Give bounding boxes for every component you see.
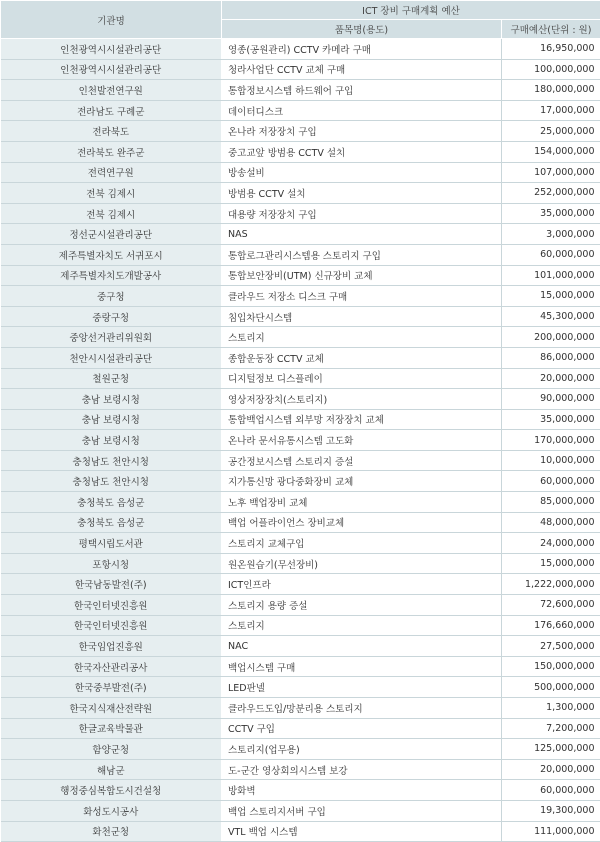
- amount-cell: 15,000,000: [502, 286, 600, 307]
- amount-cell: 72,600,000: [502, 595, 600, 616]
- header-agency: 기관명: [1, 1, 222, 39]
- agency-cell: 한글교육박물관: [1, 718, 222, 739]
- amount-cell: 25,000,000: [502, 121, 600, 142]
- item-cell: 방화벽: [222, 780, 502, 801]
- amount-cell: 111,000,000: [502, 821, 600, 842]
- item-cell: 영종(공원관리) CCTV 카메라 구매: [222, 39, 502, 60]
- agency-cell: 화성도시공사: [1, 800, 222, 821]
- item-cell: 스토리지: [222, 327, 502, 348]
- amount-cell: 125,000,000: [502, 739, 600, 760]
- amount-cell: 45,300,000: [502, 306, 600, 327]
- item-cell: NAC: [222, 636, 502, 657]
- amount-cell: 35,000,000: [502, 203, 600, 224]
- item-cell: 백업 어플라이언스 장비교체: [222, 512, 502, 533]
- item-cell: 디지털정보 디스플레이: [222, 368, 502, 389]
- agency-cell: 한국임업진흥원: [1, 636, 222, 657]
- table-row: [1, 183, 600, 204]
- item-cell: LED판넬: [222, 677, 502, 698]
- item-cell: 통합로그관리시스템용 스토리지 구입: [222, 244, 502, 265]
- item-cell: 데이터디스크: [222, 100, 502, 121]
- table-row: [1, 430, 600, 451]
- item-cell: 스토리지(업무용): [222, 739, 502, 760]
- amount-cell: 100,000,000: [502, 59, 600, 80]
- amount-cell: 101,000,000: [502, 265, 600, 286]
- agency-cell: 인천광역시시설관리공단: [1, 59, 222, 80]
- item-cell: 청라사업단 CCTV 교체 구매: [222, 59, 502, 80]
- agency-cell: 한국지식재산전략원: [1, 698, 222, 719]
- amount-cell: 16,950,000: [502, 39, 600, 60]
- item-cell: VTL 백업 시스템: [222, 821, 502, 842]
- item-cell: 방송설비: [222, 162, 502, 183]
- table-row: [1, 327, 600, 348]
- agency-cell: 한국남동발전(주): [1, 574, 222, 595]
- amount-cell: 27,500,000: [502, 636, 600, 657]
- table-row: [1, 533, 600, 554]
- item-cell: 클라우드 저장소 디스크 구매: [222, 286, 502, 307]
- table-row: [1, 492, 600, 513]
- item-cell: 침입차단시스템: [222, 306, 502, 327]
- item-cell: 중고교앞 방범용 CCTV 설치: [222, 141, 502, 162]
- table-row: [1, 265, 600, 286]
- amount-cell: 252,000,000: [502, 183, 600, 204]
- table-row: [1, 59, 600, 80]
- amount-cell: 180,000,000: [502, 80, 600, 101]
- amount-cell: 60,000,000: [502, 780, 600, 801]
- table-row: [1, 450, 600, 471]
- amount-cell: 1,222,000,000: [502, 574, 600, 595]
- item-cell: 온나라 문서유통시스템 고도화: [222, 430, 502, 451]
- item-cell: ICT인프라: [222, 574, 502, 595]
- agency-cell: 행정중심복합도시건설청: [1, 780, 222, 801]
- amount-cell: 170,000,000: [502, 430, 600, 451]
- amount-cell: 176,660,000: [502, 615, 600, 636]
- item-cell: 노후 백업장비 교체: [222, 492, 502, 513]
- table-row: [1, 141, 600, 162]
- item-cell: 종합운동장 CCTV 교체: [222, 347, 502, 368]
- amount-cell: 3,000,000: [502, 224, 600, 245]
- table-row: [1, 739, 600, 760]
- item-cell: 스토리지: [222, 615, 502, 636]
- amount-cell: 500,000,000: [502, 677, 600, 698]
- table-row: [1, 286, 600, 307]
- header-item: 품목명(용도): [222, 20, 502, 39]
- agency-cell: 전력연구원: [1, 162, 222, 183]
- agency-cell: 한국인터넷진흥원: [1, 595, 222, 616]
- amount-cell: 10,000,000: [502, 450, 600, 471]
- item-cell: 클라우드도입/망분리용 스토리지: [222, 698, 502, 719]
- amount-cell: 60,000,000: [502, 471, 600, 492]
- header-budget-group: ICT 장비 구매계획 예산: [222, 1, 600, 20]
- table-body: [1, 39, 600, 842]
- amount-cell: 24,000,000: [502, 533, 600, 554]
- agency-cell: 천안시시설관리공단: [1, 347, 222, 368]
- table-row: [1, 718, 600, 739]
- table-row: [1, 368, 600, 389]
- agency-cell: 전북 김제시: [1, 203, 222, 224]
- table-row: [1, 595, 600, 616]
- item-cell: 통합정보시스템 하드웨어 구입: [222, 80, 502, 101]
- table-row: [1, 121, 600, 142]
- agency-cell: 중앙선거관리위원회: [1, 327, 222, 348]
- item-cell: 스토리지 교체구입: [222, 533, 502, 554]
- item-cell: 통합백업시스템 외부망 저장장치 교체: [222, 409, 502, 430]
- agency-cell: 충남 보령시청: [1, 389, 222, 410]
- amount-cell: 86,000,000: [502, 347, 600, 368]
- table-row: [1, 615, 600, 636]
- agency-cell: 한국자산관리공사: [1, 656, 222, 677]
- item-cell: CCTV 구입: [222, 718, 502, 739]
- table-row: [1, 574, 600, 595]
- item-cell: 방범용 CCTV 설치: [222, 183, 502, 204]
- item-cell: NAS: [222, 224, 502, 245]
- amount-cell: 35,000,000: [502, 409, 600, 430]
- table-row: [1, 677, 600, 698]
- amount-cell: 20,000,000: [502, 368, 600, 389]
- agency-cell: 충청북도 음성군: [1, 512, 222, 533]
- agency-cell: 충남 보령시청: [1, 430, 222, 451]
- agency-cell: 제주특별자치도 서귀포시: [1, 244, 222, 265]
- amount-cell: 1,300,000: [502, 698, 600, 719]
- table-row: [1, 759, 600, 780]
- item-cell: 지가통신망 광다중화장비 교체: [222, 471, 502, 492]
- amount-cell: 107,000,000: [502, 162, 600, 183]
- table-row: [1, 244, 600, 265]
- item-cell: 원온원습기(무선장비): [222, 553, 502, 574]
- table-row: [1, 347, 600, 368]
- amount-cell: 150,000,000: [502, 656, 600, 677]
- item-cell: 백업시스템 구매: [222, 656, 502, 677]
- table-row: [1, 306, 600, 327]
- agency-cell: 중랑구청: [1, 306, 222, 327]
- agency-cell: 전라북도 완주군: [1, 141, 222, 162]
- amount-cell: 20,000,000: [502, 759, 600, 780]
- table-row: [1, 636, 600, 657]
- agency-cell: 인천광역시시설관리공단: [1, 39, 222, 60]
- agency-cell: 정선군시설관리공단: [1, 224, 222, 245]
- amount-cell: 17,000,000: [502, 100, 600, 121]
- amount-cell: 7,200,000: [502, 718, 600, 739]
- agency-cell: 포항시청: [1, 553, 222, 574]
- table-row: [1, 162, 600, 183]
- agency-cell: 충남 보령시청: [1, 409, 222, 430]
- agency-cell: 화천군청: [1, 821, 222, 842]
- item-cell: 백업 스토리지서버 구입: [222, 800, 502, 821]
- item-cell: 대용량 저장장치 구입: [222, 203, 502, 224]
- amount-cell: 15,000,000: [502, 553, 600, 574]
- header-amount: 구매예산(단위 : 원): [502, 20, 600, 39]
- agency-cell: 철원군청: [1, 368, 222, 389]
- item-cell: 온나라 저장장치 구입: [222, 121, 502, 142]
- table-row: [1, 203, 600, 224]
- agency-cell: 함양군청: [1, 739, 222, 760]
- agency-cell: 전라북도: [1, 121, 222, 142]
- agency-cell: 해남군: [1, 759, 222, 780]
- table-row: [1, 39, 600, 60]
- table-row: [1, 389, 600, 410]
- agency-cell: 한국중부발전(주): [1, 677, 222, 698]
- agency-cell: 충청남도 천안시청: [1, 471, 222, 492]
- table-row: [1, 800, 600, 821]
- amount-cell: 90,000,000: [502, 389, 600, 410]
- table-row: [1, 512, 600, 533]
- table-row: [1, 471, 600, 492]
- amount-cell: 85,000,000: [502, 492, 600, 513]
- table-row: [1, 80, 600, 101]
- table-row: [1, 100, 600, 121]
- table-row: [1, 409, 600, 430]
- agency-cell: 평택시립도서관: [1, 533, 222, 554]
- amount-cell: 60,000,000: [502, 244, 600, 265]
- table-row: [1, 224, 600, 245]
- amount-cell: 48,000,000: [502, 512, 600, 533]
- agency-cell: 인천발전연구원: [1, 80, 222, 101]
- amount-cell: 200,000,000: [502, 327, 600, 348]
- agency-cell: 충청남도 천안시청: [1, 450, 222, 471]
- agency-cell: 제주특별자치도개발공사: [1, 265, 222, 286]
- agency-cell: 전북 김제시: [1, 183, 222, 204]
- amount-cell: 19,300,000: [502, 800, 600, 821]
- item-cell: 영상저장장치(스토리지): [222, 389, 502, 410]
- item-cell: 공간정보시스템 스토리지 증설: [222, 450, 502, 471]
- agency-cell: 한국인터넷진흥원: [1, 615, 222, 636]
- agency-cell: 전라남도 구례군: [1, 100, 222, 121]
- table-row: [1, 553, 600, 574]
- amount-cell: 154,000,000: [502, 141, 600, 162]
- item-cell: 통합보안장비(UTM) 신규장비 교체: [222, 265, 502, 286]
- item-cell: 도-군간 영상회의시스템 보강: [222, 759, 502, 780]
- table-row: [1, 780, 600, 801]
- table-row: [1, 656, 600, 677]
- agency-cell: 중구청: [1, 286, 222, 307]
- item-cell: 스토리지 용량 증설: [222, 595, 502, 616]
- agency-cell: 충청북도 음성군: [1, 492, 222, 513]
- table-row: [1, 698, 600, 719]
